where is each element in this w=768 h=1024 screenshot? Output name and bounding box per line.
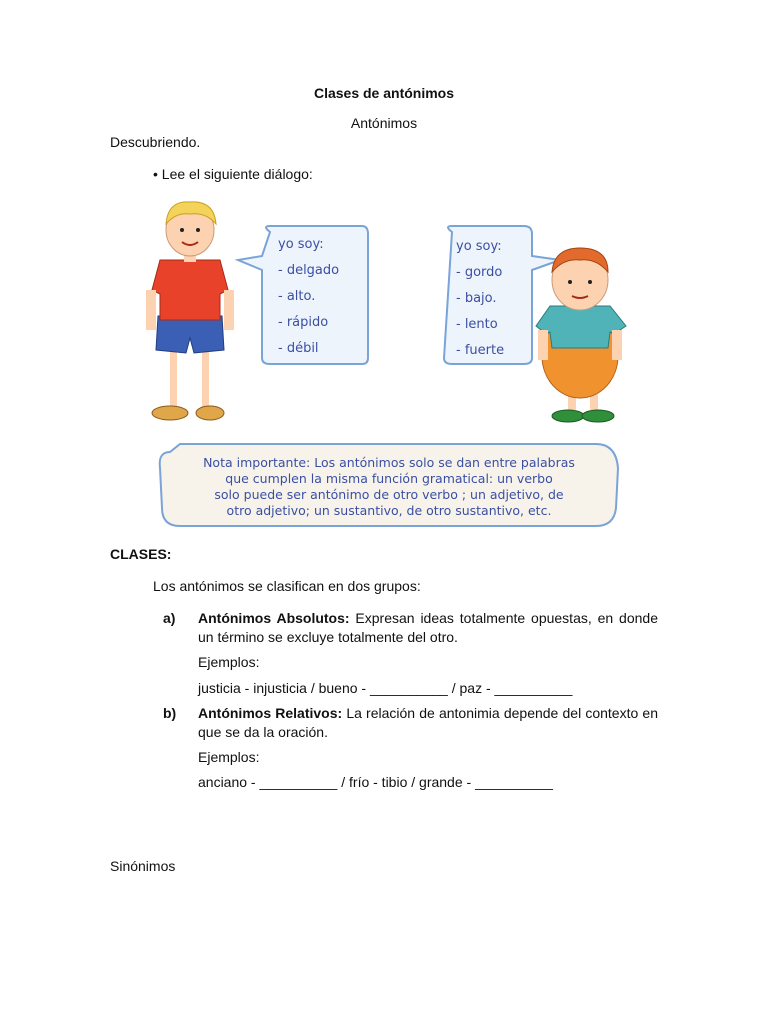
right-bubble-line: - fuerte bbox=[456, 343, 505, 358]
examples-label: Ejemplos: bbox=[198, 749, 260, 765]
right-bubble-line: yo soy: bbox=[456, 239, 502, 254]
note-line: que cumplen la misma función gramatical: un verbo bbox=[225, 471, 553, 486]
thin-boy-illustration bbox=[146, 202, 234, 420]
item-letter: b) bbox=[163, 705, 177, 721]
document-title: Clases de antónimos bbox=[313, 85, 455, 101]
item-letter: a) bbox=[163, 610, 176, 626]
note-line: Nota importante: Los antónimos solo se dan entre palabras bbox=[203, 455, 575, 470]
item-definition bbox=[198, 609, 658, 647]
left-bubble-line: - alto. bbox=[278, 289, 316, 304]
examples-line: anciano - __________ / frío - tibio / grande - __________ bbox=[198, 774, 553, 790]
left-speech-bubble bbox=[238, 226, 368, 364]
left-bubble-line: - delgado bbox=[278, 263, 340, 278]
item-term: Antónimos Relativos: bbox=[198, 705, 343, 721]
examples-label: Ejemplos: bbox=[198, 654, 260, 670]
note-line: solo puede ser antónimo de otro verbo ; un adjetivo, de bbox=[214, 487, 564, 502]
right-bubble-line: - bajo. bbox=[456, 291, 497, 306]
dialogue-illustration bbox=[140, 198, 630, 533]
item-term: Antónimos Absolutos: bbox=[198, 610, 350, 626]
right-bubble-line: - gordo bbox=[456, 265, 503, 280]
item-definition-text: Expresan ideas totalmente opuestas, en donde un término se excluye totalmente del otro. bbox=[198, 610, 658, 645]
chubby-boy-illustration bbox=[536, 248, 626, 422]
important-note-box bbox=[160, 444, 618, 526]
footer-text: Sinónimos bbox=[110, 858, 176, 874]
left-bubble-line: yo soy: bbox=[278, 237, 324, 252]
right-bubble-line: - lento bbox=[456, 317, 498, 332]
intro-text: Descubriendo. bbox=[110, 134, 201, 150]
examples-line: justicia - injusticia / bueno - __________ / paz - __________ bbox=[198, 680, 573, 696]
groups-intro: Los antónimos se clasifican en dos grupos: bbox=[153, 578, 421, 594]
left-bubble-line: - débil bbox=[278, 341, 319, 356]
item-definition-text: La relación de antonimia depende del contexto en que se da la oración. bbox=[198, 705, 658, 740]
left-bubble-line: - rápido bbox=[278, 315, 329, 330]
instruction-bullet: • Lee el siguiente diálogo: bbox=[153, 166, 313, 182]
item-definition bbox=[198, 704, 658, 742]
document-subtitle: Antónimos bbox=[350, 115, 418, 131]
note-line: otro adjetivo; un sustantivo, de otro sustantivo, etc. bbox=[226, 503, 552, 518]
clases-heading: CLASES: bbox=[110, 546, 172, 562]
